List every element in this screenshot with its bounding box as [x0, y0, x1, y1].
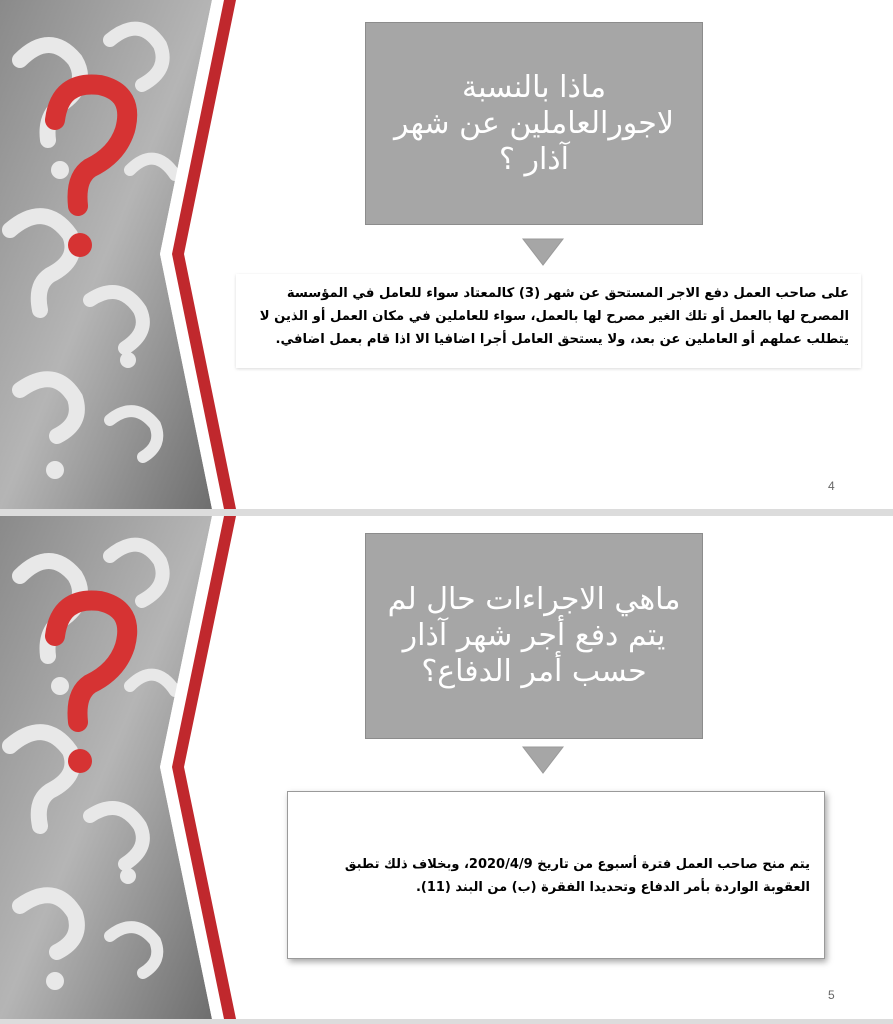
slide-5	[0, 516, 893, 1019]
slide-body-text: يتم منح صاحب العمل فترة أسبوع من تاريخ 2020/4/9، وبخلاف ذلك تطبق العقوبة الواردة بأمر الدفاع وتحديدا الفقرة (ب) من البند (11).	[287, 791, 825, 959]
down-triangle-icon	[521, 237, 565, 267]
page-number: 5	[828, 988, 835, 1002]
question-marks-image	[0, 516, 250, 1019]
slide-title: ماذا بالنسبة لاجورالعاملين عن شهر آذار ؟	[365, 22, 703, 225]
question-marks-image	[0, 0, 250, 509]
slide-4	[0, 0, 893, 509]
slide-title: ماهي الاجراءات حال لم يتم دفع أجر شهر آذار حسب أمر الدفاع؟	[365, 533, 703, 739]
slide-body-text: على صاحب العمل دفع الاجر المستحق عن شهر (3) كالمعتاد سواء للعامل في المؤسسة المصرح لها بالعمل أو تلك الغير مصرح لها بالعمل، سواء للعاملين في مكان العمل أو الذين لا يتطلب عملهم أو العاملين عن بعد، ولا يستحق العامل أجرا اضافيا الا اذا قام بعمل اضافي.	[236, 274, 861, 368]
page-number: 4	[828, 479, 835, 493]
down-triangle-icon	[521, 745, 565, 775]
